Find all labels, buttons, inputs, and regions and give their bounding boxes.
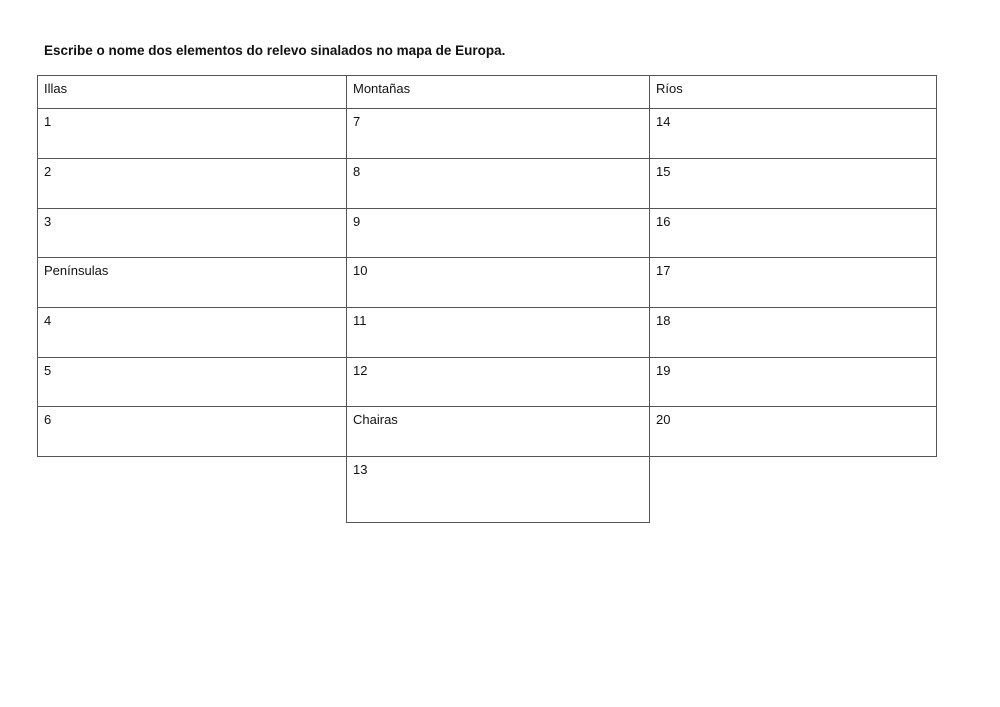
table-border-right [936, 75, 937, 457]
table-cell: 13 [353, 462, 368, 477]
table-cell: 9 [353, 214, 361, 229]
table-cell: 20 [656, 412, 671, 427]
table-cell: 16 [656, 214, 671, 229]
table-cell: 7 [353, 114, 361, 129]
table-cell: 1 [44, 114, 52, 129]
subheader-peninsulas: Penínsulas [44, 263, 109, 278]
table-cell: 14 [656, 114, 671, 129]
table-cell: 5 [44, 363, 52, 378]
answer-table [37, 75, 937, 524]
table-cell: 19 [656, 363, 671, 378]
table-cell: 10 [353, 263, 368, 278]
table-cell: 4 [44, 313, 52, 328]
worksheet-title: Escribe o nome dos elementos do relevo sinalados no mapa de Europa. [44, 43, 506, 58]
table-cell: 2 [44, 164, 52, 179]
table-cell: 12 [353, 363, 368, 378]
table-cell: 3 [44, 214, 52, 229]
column-header-montanas: Montañas [353, 81, 411, 96]
table-cell: 8 [353, 164, 361, 179]
column-header-illas: Illas [44, 81, 68, 96]
table-cell: 18 [656, 313, 671, 328]
table-cell: 17 [656, 263, 671, 278]
table-cell: 15 [656, 164, 671, 179]
table-cell: 11 [353, 313, 367, 328]
extra-cell-bottom [346, 522, 650, 523]
column-header-rios: Ríos [656, 81, 683, 96]
subheader-chairas: Chairas [353, 412, 398, 427]
table-cell: 6 [44, 412, 52, 427]
